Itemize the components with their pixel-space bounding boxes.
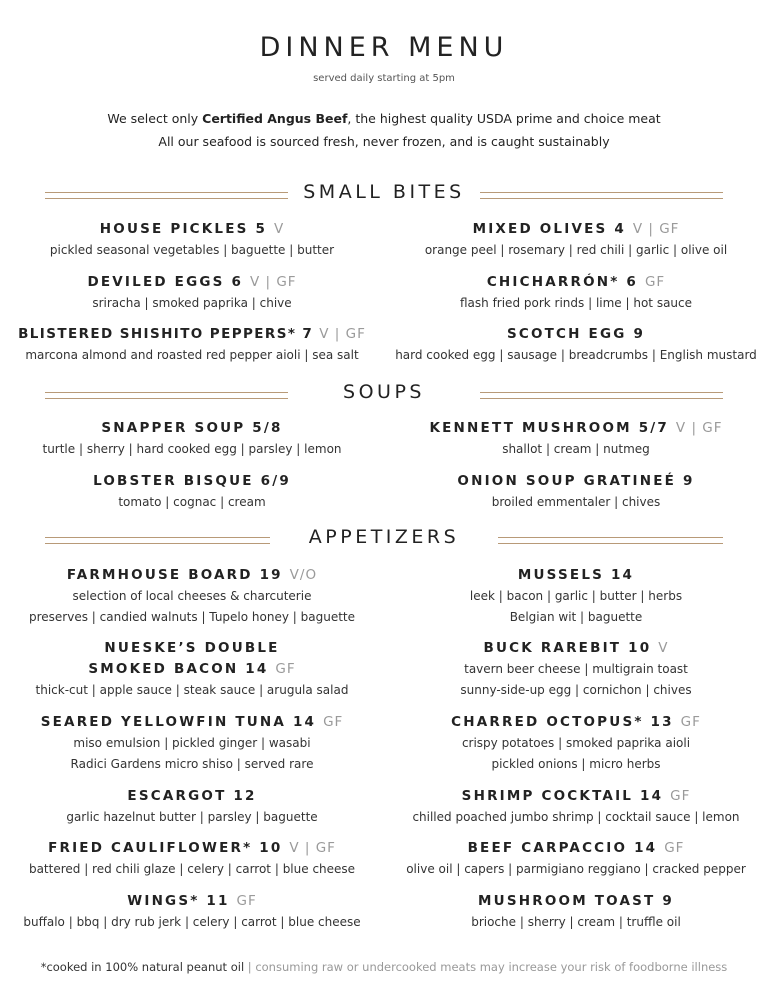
item-description: leek | bacon | garlic | butter | herbs [469, 589, 683, 603]
item-name: HOUSE PICKLES 5 V [99, 221, 285, 237]
item-description: tavern beer cheese | multigrain toast [464, 662, 688, 676]
intro-beef-bold: Certified Angus Beef [202, 111, 348, 126]
menu-item-onion-soup [384, 471, 768, 513]
item-name: WINGS* 11 GF [127, 893, 257, 909]
section-small-bites [0, 181, 768, 211]
menu-item-buck-rarebit [384, 638, 768, 701]
menu-item-mushroom-toast [384, 891, 768, 933]
item-name: LOBSTER BISQUE 6/9 [93, 473, 291, 489]
item-description: orange peel | rosemary | red chili | garlic | olive oil [424, 243, 728, 257]
item-name: CHARRED OCTOPUS* 13 GF [451, 714, 701, 730]
intro-beef-post: , the highest quality USDA prime and choice meat [347, 111, 661, 126]
item-description: pickled onions | micro herbs [491, 757, 661, 771]
menu-item-nueske-bacon [0, 638, 384, 701]
item-description: miso emulsion | pickled ginger | wasabi [73, 736, 311, 750]
menu-item-shishito-peppers [0, 324, 384, 366]
item-description: selection of local cheeses & charcuterie [72, 589, 312, 603]
item-description: battered | red chili glaze | celery | carrot | blue cheese [28, 862, 356, 876]
menu-item-lobster-bisque [0, 471, 384, 513]
item-name: KENNETT MUSHROOM 5/7 V | GF [429, 420, 723, 436]
item-name: MUSSELS 14 [517, 567, 635, 583]
section-rule-right [498, 537, 723, 544]
item-name: SNAPPER SOUP 5/8 [101, 420, 283, 436]
menu-item-kennett-mushroom [384, 418, 768, 460]
item-description: Radici Gardens micro shiso | served rare [70, 757, 314, 771]
menu-item-chicharron [384, 272, 768, 314]
section-rule-right [480, 192, 723, 199]
item-name-line1: NUESKE’S DOUBLE [104, 640, 280, 656]
footnote [0, 960, 768, 974]
item-name: SCOTCH EGG 9 [506, 326, 646, 342]
menu-item-scotch-egg [384, 324, 768, 366]
item-description: hard cooked egg | sausage | breadcrumbs | English mustard [395, 348, 757, 362]
menu-item-shrimp-cocktail [384, 786, 768, 828]
menu-item-escargot [0, 786, 384, 828]
item-description: brioche | sherry | cream | truffle oil [471, 915, 681, 929]
menu-item-yellowfin-tuna [0, 712, 384, 775]
intro-beef-pre: We select only [107, 111, 203, 126]
item-description: tomato | cognac | cream [118, 495, 266, 509]
section-title: APPETIZERS [308, 526, 460, 548]
item-description: turtle | sherry | hard cooked egg | parsley | lemon [42, 442, 342, 456]
menu-item-snapper-soup [0, 418, 384, 460]
item-description: olive oil | capers | parmigiano reggiano | cracked pepper [406, 862, 746, 876]
item-name: MIXED OLIVES 4 V | GF [472, 221, 680, 237]
menu-item-deviled-eggs [0, 272, 384, 314]
footnote-peanut-oil: *cooked in 100% natural peanut oil [40, 960, 245, 974]
section-appetizers [0, 526, 768, 556]
section-title: SOUPS [343, 381, 425, 403]
item-name: BEEF CARPACCIO 14 GF [467, 840, 685, 856]
item-description: Belgian wit | baguette [509, 610, 643, 624]
item-description: crispy potatoes | smoked paprika aioli [461, 736, 691, 750]
footnote-warning: | consuming raw or undercooked meats may increase your risk of foodborne illness [244, 960, 728, 974]
item-name: CHICHARRÓN* 6 GF [486, 274, 666, 290]
item-name: MUSHROOM TOAST 9 [478, 893, 674, 909]
item-name: DEVILED EGGS 6 V | GF [87, 274, 297, 290]
item-description: thick-cut | apple sauce | steak sauce | arugula salad [35, 683, 349, 697]
item-name: SMOKED BACON 14 GF [88, 661, 296, 677]
item-name: BLISTERED SHISHITO PEPPERS* 7 V | GF [18, 326, 366, 342]
item-description: sriracha | smoked paprika | chive [92, 296, 292, 310]
section-title: SMALL BITES [303, 181, 465, 203]
item-name: BUCK RAREBIT 10 V [483, 640, 669, 656]
item-name: SEARED YELLOWFIN TUNA 14 GF [40, 714, 344, 730]
menu-item-beef-carpaccio [384, 838, 768, 880]
menu-item-farmhouse-board [0, 565, 384, 628]
item-description: flash fried pork rinds | lime | hot sauce [459, 296, 693, 310]
menu-subtitle: served daily starting at 5pm [313, 73, 455, 84]
item-description: buffalo | bbq | dry rub jerk | celery | carrot | blue cheese [23, 915, 361, 929]
item-description: marcona almond and roasted red pepper aioli | sea salt [25, 348, 359, 362]
item-name: ONION SOUP GRATINEÉ 9 [457, 473, 695, 489]
item-name: ESCARGOT 12 [127, 788, 257, 804]
menu-item-house-pickles [0, 219, 384, 261]
intro-seafood: All our seafood is sourced fresh, never frozen, and is caught sustainably [158, 134, 610, 149]
item-description: garlic hazelnut butter | parsley | baguette [66, 810, 318, 824]
item-description: broiled emmentaler | chives [491, 495, 661, 509]
item-description: pickled seasonal vegetables | baguette | butter [49, 243, 335, 257]
menu-item-fried-cauliflower [0, 838, 384, 880]
section-rule-right [480, 392, 723, 399]
menu-item-mussels [384, 565, 768, 628]
menu-item-wings [0, 891, 384, 933]
item-description: chilled poached jumbo shrimp | cocktail sauce | lemon [412, 810, 740, 824]
item-description: shallot | cream | nutmeg [502, 442, 650, 456]
menu-item-charred-octopus [384, 712, 768, 775]
item-name: FRIED CAULIFLOWER* 10 V | GF [48, 840, 336, 856]
section-soups [0, 381, 768, 411]
intro-beef [0, 111, 768, 126]
menu-item-mixed-olives [384, 219, 768, 261]
item-name: SHRIMP COCKTAIL 14 GF [461, 788, 691, 804]
item-name: FARMHOUSE BOARD 19 V/O [66, 567, 318, 583]
menu-title: DINNER MENU [259, 32, 509, 63]
item-description: sunny-side-up egg | cornichon | chives [460, 683, 692, 697]
item-description: preserves | candied walnuts | Tupelo honey | baguette [29, 610, 355, 624]
